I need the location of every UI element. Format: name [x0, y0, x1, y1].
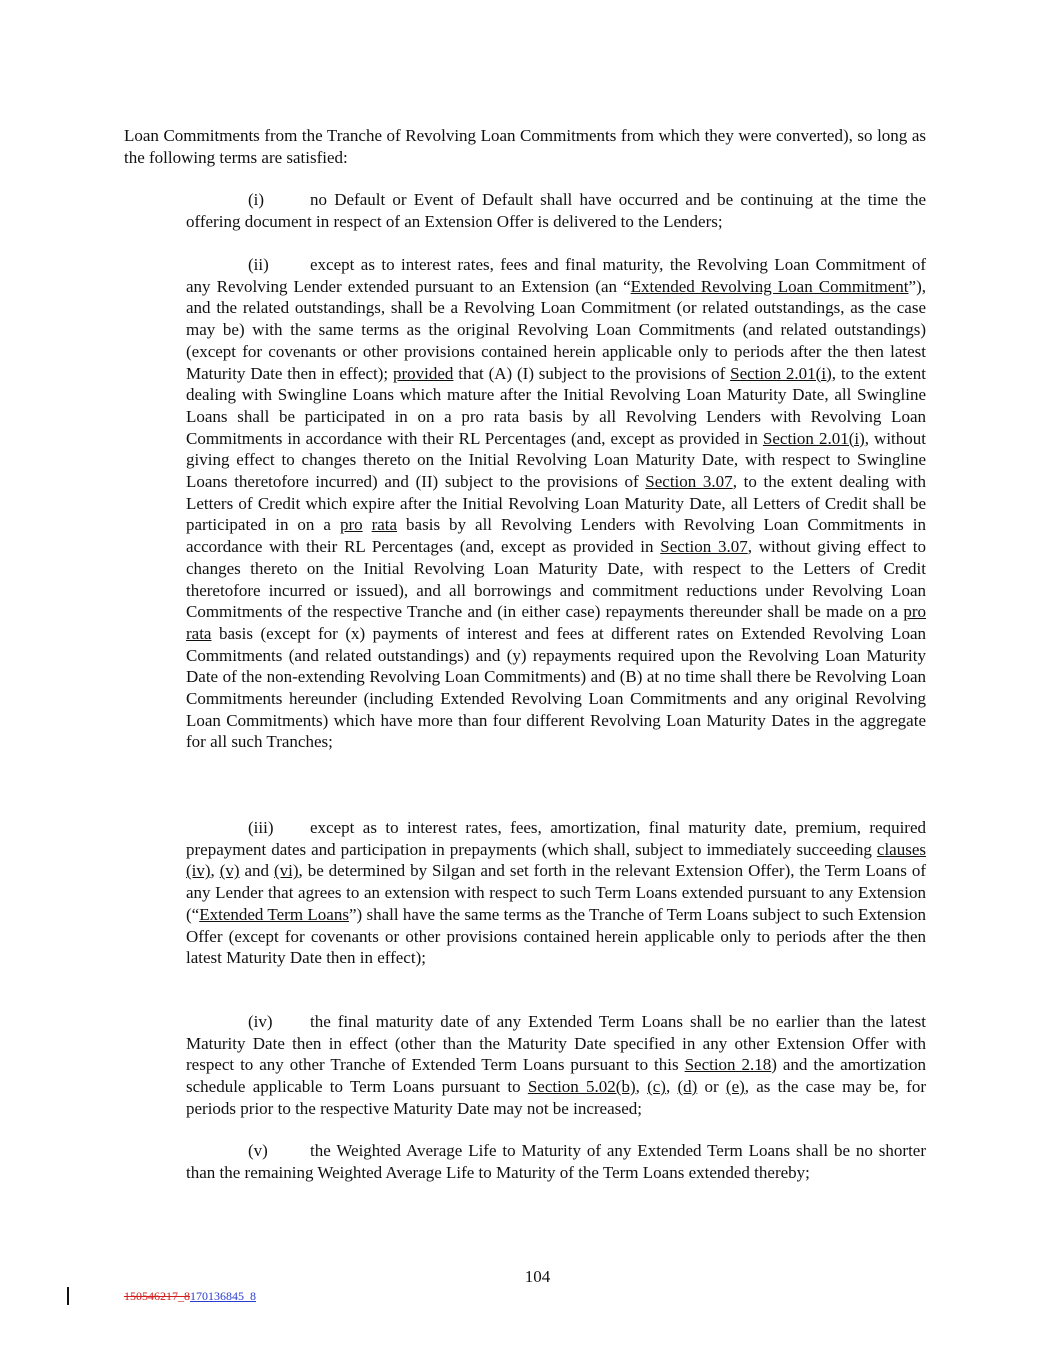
- inserted-document-id: 170136845_8: [190, 1289, 256, 1303]
- clause-text: the final maturity date of any Extended Term Loans shall be no earlier than the latest Maturity Date then in effect (other than the Maturity Date specified in any other Extension Offer with respect to any other Tranche of Extended Term Loans pursuant to this: [186, 1012, 926, 1075]
- clause-text: basis (except for (x) payments of interest and fees at different rates on Extended Revolving Loan Commitments (and related outstandings) and (y) repayments required upon the Revolving Loan Maturity Date of the non-extending Revolving Loan Commitments) and (B) at no time shall there be Revolving Loan Commitments hereunder (including Extended Revolving Loan Commitments and any original Revolving Loan Commitments) which have more than four different Revolving Loan Maturity Dates in the aggregate for all such Tranches;: [186, 623, 926, 752]
- deleted-document-id: 150546217_8: [124, 1289, 190, 1303]
- clause-number: (iii): [248, 818, 274, 837]
- section-reference: Section 2.18: [684, 1055, 772, 1075]
- clause-text: except as to interest rates, fees, amortization, final maturity date, premium, required prepayment dates and participation in prepayments (which shall, subject to immediately succeeding: [186, 818, 926, 859]
- clause-text: ”), and the related outstandings, shall be a Revolving Loan Commitment (or related outstandings, as the case may be) with the same terms as the original Revolving Loan Commitments (and related outstandings) (except for covenants or other provisions contained herein applicable only to periods after the then latest Maturity Date then in effect);: [186, 276, 926, 383]
- clause-reference: (c): [647, 1077, 666, 1097]
- clause-text: ) and the amortization schedule applicable to Term Loans pursuant to: [186, 1055, 927, 1097]
- clause-text: the Weighted Average Life to Maturity of any Extended Term Loans shall be no shorter than the remaining Weighted Average Life to Maturity of the Term Loans extended thereby;: [186, 1141, 926, 1182]
- clause-text: or: [697, 1077, 726, 1097]
- section-reference: Section 3.07: [645, 472, 733, 492]
- clause-reference: (d): [677, 1077, 698, 1097]
- clause-v: [186, 1140, 926, 1183]
- clause-text: and: [239, 861, 274, 881]
- paragraph-intro: Loan Commitments from the Tranche of Revolving Loan Commitments from which they were converted), so long as the following terms are satisfied:: [124, 126, 926, 167]
- section-reference: Section 2.01(i): [730, 363, 832, 383]
- page-number: 104: [524, 1267, 551, 1286]
- clause-number: (v): [248, 1141, 268, 1160]
- clause-i: [186, 189, 926, 232]
- defined-term: Extended Revolving Loan Commitment: [630, 276, 909, 296]
- change-bar: [67, 1287, 69, 1305]
- clause-text: , to the extent dealing with Swingline Loans which mature after the Initial Revolving Loan Maturity Date, all Swingline Loans shall be participated in on a pro rata basis by all Revolving Lenders with Revolving Loan Commitments in accordance with their RL Percentages (and, except as provided in: [186, 363, 927, 448]
- clause-iv: (iv) the final maturity date of any Extended Term Loans shall be no earlier than the latest Maturity Date then in effect (other than the Maturity Date specified in any other Extension Offer with respect to any other Tranche of Extended Term Loans pursuant to this Section 2.18) and the amortization schedule applicable to Term Loans pursuant to Section 5.02(b), (c), (d) or (e), as the case may be, for periods prior to the respective Maturity Date may not be increased;: [186, 1012, 927, 1118]
- clause-text: no Default or Event of Default shall have occurred and be continuing at the time the offering document in respect of an Extension Offer is delivered to the Lenders;: [186, 190, 926, 231]
- clause-number: (ii): [248, 255, 269, 274]
- clause-reference: (v): [219, 861, 240, 881]
- underlined-term: rata: [371, 515, 398, 535]
- clause-text: , without giving effect to changes thereto on the Initial Revolving Loan Maturity Date, with respect to the Letters of Credit theretofore incurred or issued), and all borrowings and commitment reductions under Revolving Loan Commitments of the respective Tranche and (in either case) repayments thereunder shall be made on a: [186, 537, 926, 622]
- underlined-term: pro: [339, 515, 363, 535]
- clause-reference: clauses (iv): [186, 839, 926, 881]
- clause-number: (iv): [248, 1012, 273, 1031]
- clause-text: that (A) (I) subject to the provisions of: [453, 363, 731, 383]
- clause-text: ”) shall have the same terms as the Tranche of Term Loans subject to such Extension Offer (except for covenants or other provisions contained herein applicable only to periods after the then latest Maturity Date then in effect);: [186, 904, 926, 968]
- underlined-term: rata: [186, 623, 212, 643]
- clause-iii: (iii) except as to interest rates, fees, amortization, final maturity date, premium, required prepayment dates and participation in prepayments (which shall, subject to immediately succeeding clauses (iv), (v) and (vi), be determined by Silgan and set forth in the relevant Extension Offer), the Term Loans of any Lender that agrees to an extension with respect to such Term Loans extended pursuant to any Extension (“Extended Term Loans”) shall have the same terms as the Tranche of Term Loans subject to such Extension Offer (except for covenants or other provisions contained herein applicable only to periods after the then latest Maturity Date then in effect);: [186, 818, 926, 968]
- section-reference: Section 3.07: [660, 537, 748, 557]
- clause-text: , to the extent dealing with Letters of Credit which expire after the Initial Revolving Loan Maturity Date, all Letters of Credit shall be participated in on a: [186, 472, 926, 535]
- clause-text: , be determined by Silgan and set forth in the relevant Extension Offer), the Term Loans of any Lender that agrees to an extension with respect to such Term Loans extended pursuant to any Extension (“: [186, 861, 926, 924]
- section-reference: Section 2.01(i): [762, 428, 865, 448]
- clause-text: , as the case may be, for periods prior to the respective Maturity Date may not be increased;: [186, 1077, 926, 1118]
- clause-reference: (e): [725, 1077, 745, 1097]
- underlined-term: pro: [903, 602, 926, 622]
- document-id-footer: [124, 1289, 256, 1303]
- clause-number: (i): [248, 190, 265, 209]
- clause-reference: (vi): [273, 861, 299, 881]
- clause-text: basis by all Revolving Lenders with Revolving Loan Commitments in accordance with their RL Percentages (and, except as provided in: [186, 515, 926, 557]
- clause-text: , without giving effect to changes thereto on the Initial Revolving Loan Maturity Date, with respect to Swingline Loans theretofore incurred) and (II) subject to the provisions of: [186, 428, 926, 492]
- section-reference: Section 5.02(b): [527, 1077, 636, 1097]
- clause-text: except as to interest rates, fees and final maturity, the Revolving Loan Commitment of any Revolving Lender extended pursuant to an Extension (an “: [186, 255, 926, 296]
- proviso-term: provided: [392, 363, 454, 383]
- defined-term: Extended Term Loans: [199, 904, 349, 924]
- clause-ii: [186, 254, 926, 753]
